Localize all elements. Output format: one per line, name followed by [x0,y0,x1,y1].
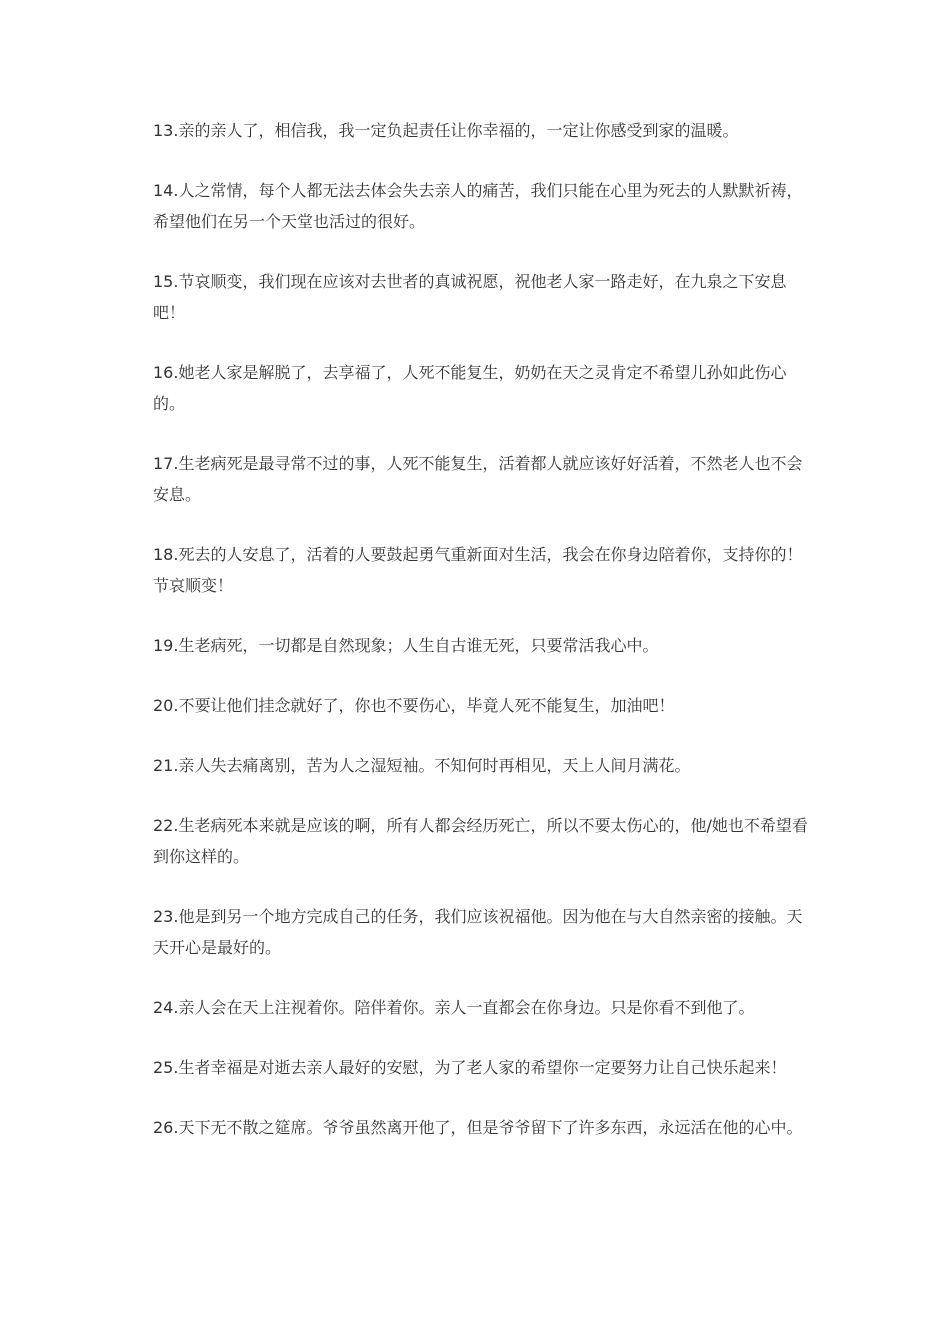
paragraph-26: 26.天下无不散之筵席。爷爷虽然离开他了，但是爷爷留下了许多东西，永远活在他的心中。 [153,1118,803,1137]
paragraph-16: 16.她老人家是解脱了，去享福了，人死不能复生，奶奶在天之灵肯定不希望儿孙如此伤心的。 [153,363,787,413]
paragraph-14: 14.人之常情，每个人都无法去体会失去亲人的痛苦，我们只能在心里为死去的人默默祈祷，希望他们在另一个天堂也活过的很好。 [153,181,803,231]
paragraph-18: 18.死去的人安息了，活着的人要鼓起勇气重新面对生活，我会在你身边陪着你，支持你的！节哀顺变！ [153,545,803,595]
paragraph-17: 17.生老病死是最寻常不过的事，人死不能复生，活着都人就应该好好活着，不然老人也不会安息。 [153,454,803,504]
paragraph-20: 20.不要让他们挂念就好了，你也不要伤心，毕竟人死不能复生，加油吧！ [153,696,675,715]
paragraph-19: 19.生老病死，一切都是自然现象；人生自古谁无死，只要常活我心中。 [153,636,659,655]
paragraph-list [153,115,808,1143]
paragraph-15: 15.节哀顺变，我们现在应该对去世者的真诚祝愿，祝他老人家一路走好，在九泉之下安息吧！ [153,272,787,322]
paragraph-13: 13.亲的亲人了，相信我，我一定负起责任让你幸福的，一定让你感受到家的温暖。 [153,121,739,140]
paragraph-22: 22.生老病死本来就是应该的啊，所有人都会经历死亡，所以不要太伤心的，他/她也不希望看到你这样的。 [153,816,808,866]
paragraph-21: 21.亲人失去痛离别，苦为人之湿短袖。不知何时再相见，天上人间月满花。 [153,756,691,775]
paragraph-25: 25.生者幸福是对逝去亲人最好的安慰，为了老人家的希望你一定要努力让自己快乐起来！ [153,1058,787,1077]
paragraph-23: 23.他是到另一个地方完成自己的任务，我们应该祝福他。因为他在与大自然亲密的接触。天天开心是最好的。 [153,907,803,957]
paragraph-24: 24.亲人会在天上注视着你。陪伴着你。亲人一直都会在你身边。只是你看不到他了。 [153,998,755,1017]
